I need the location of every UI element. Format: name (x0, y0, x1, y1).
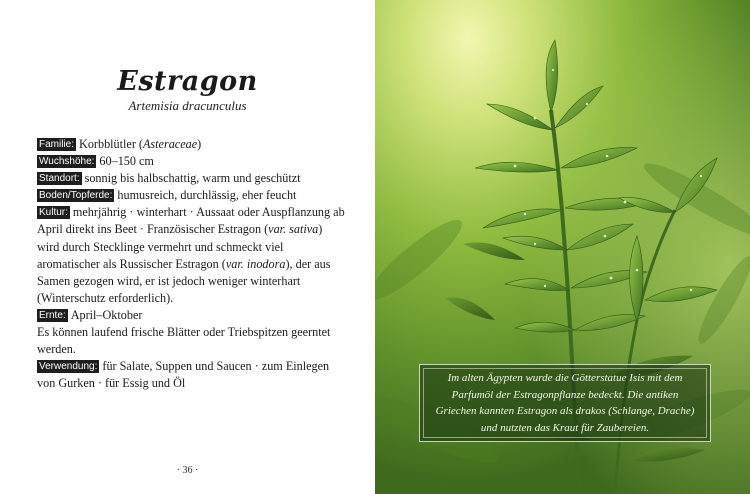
field-label: Kultur: (39, 207, 68, 219)
page-title: Estragon (117, 66, 258, 97)
field-value: Korbblütler ( (79, 137, 143, 151)
field-value: 60–150 cm (99, 154, 154, 169)
profile-line (37, 187, 347, 204)
field-label: Standort: (39, 173, 80, 185)
field-value: April–Oktober (70, 307, 143, 322)
field-value: ) (197, 137, 202, 151)
latin-term: Asteraceae (142, 137, 198, 151)
field-value: humusreich, durchlässig, eher feucht (117, 188, 297, 203)
plant-profile (37, 136, 347, 392)
right-page (375, 0, 750, 494)
field-label: Familie: (39, 139, 75, 150)
field-value: Es können laufend frische Blätter oder Triebspitzen geerntet werden. (37, 325, 331, 357)
caption-box (419, 364, 711, 442)
page-number: · 36 · (176, 465, 199, 476)
latin-name: Artemisia dracunculus (128, 98, 247, 113)
profile-line (37, 324, 347, 358)
profile-line (37, 307, 347, 324)
caption-text: Im alten Ägypten wurde die Götterstatue Isis mit dem Parfumöl der Estragonpflanze bedeckt. Die antiken Griechen kannten Estragon als drakos (Schlange, Drache) und nutzten das Kraut für Zaubereien. (435, 372, 695, 434)
field-value: sonnig bis halbschattig, warm und geschützt (84, 171, 301, 186)
profile-line (37, 136, 347, 153)
field-value: ), der aus Samen gezogen wird, er ist jedoch weniger winterhart (Winterschutz erforderlich). (37, 256, 331, 305)
field-value: mehrjährig · winterhart · Aussaat oder Auspflanzung ab April direkt ins Beet · Französischer Estragon ( (37, 205, 345, 237)
profile-line (37, 153, 347, 170)
field-label: Boden/Topferde: (39, 190, 113, 202)
field-label: Ernte: (39, 309, 66, 321)
profile-line (37, 204, 347, 307)
profile-line (37, 358, 347, 392)
field-value: für Salate, Suppen und Saucen · zum Einlegen von Gurken · für Essig und Öl (37, 359, 330, 391)
latin-term: var. sativa (268, 222, 319, 237)
field-value: ) wird durch Stecklinge vermehrt und schmeckt viel aromatischer als Russischer Estragon ( (37, 222, 323, 271)
field-label: Wuchshöhe: (39, 156, 95, 168)
latin-term: var. inodora (225, 256, 286, 271)
profile-line (37, 170, 347, 187)
field-label: Verwendung: (39, 361, 98, 373)
